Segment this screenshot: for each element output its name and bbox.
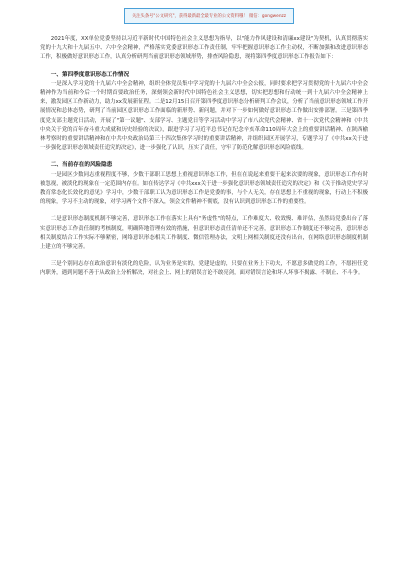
section-1-heading: 一、第四季度意识形态工作情况 (50, 71, 130, 78)
section-2-paragraph-3: 三是个别同志存在政治意识有淡化的危险，认为业务是实的，党建是虚的，只要在业务上下功夫，不愿意多做党的工作，不愿担任党内职务，遇到问题不善于从政治上分析解决，对社会上、网上的错误言论不敢亮剑，面对错误言论和坏人坏事不揭露、不制止、不斗争。 (40, 261, 368, 277)
section-2-paragraph-2: 二是意识形态制度机制不够完善，意识形态工作在落实上具有"务虚性"的特点，工作难度大、收效慢、难评估，虽然局党委出台了落实意识形态工作责任制的考核制度，明确阵地管理有效的措施，但意识形态责任清单还不完善，意识形态工作制度还不够完善，意识形态相关制度结合工作实际不够紧密，网络意识形态相关工作制度、微信管理办法，文明上网相关制度还没有出台，在网络意识形态制度机制上建立的不够完善。 (40, 216, 368, 251)
section-2-paragraph-1: 一是园区少数同志重视程度不够，少数干部职工思想上重视意识形态工作，但在在说起来重要干起来次要的现象，意识形态工作有时被忽视，被淡化的现象在一定范围内存在。如在传达学习《中共xxx关于进一步强化意识形态领域责任追究的决定》和《关于推动党史学习教育常态化长效化的意见》学习中，少数干部职工认为意识形态工作是党委的事，与个人无关，存在思想上不重视的现象，行动上不积极的现象，学习不主动的现象，对学习两个文件不深入，领会文件精神不彻底，没有认识到意识形态工作的重要性。 (40, 171, 368, 206)
section-2-heading: 二、当前存在的风险隐患 (50, 162, 113, 169)
document-body (40, 35, 368, 279)
promo-banner[interactable]: 关注头条号"公文研究"，获得最新最全最专业的公文资料哦！ 微信：gongwenzz (124, 8, 294, 24)
section-1-paragraph: 一是深入学习党的十九届六中全会精神，组织全体党员集中学习党的十九届六中全会公报，同时要求把学习贯彻党的十九届六中全会精神作为当前和今后一个时期首要政治任务，深刻领会新时代中国特色社会主义思想，切实把思想和行动统一到十九届六中全会精神上来，激发园区工作新动力，助力xx发展新征程。二是12月15日召开第四季度意识形态分析研判工作会议，分析了当前意识形态领域工作开展情况和总体态势，研判了当前园区意识形态工作面临的新形势、新问题，并对下一步如何做好意识形态工作做出安排部署。三是第四季度党支部主题党日活动，开展了"第一议题"、支部学习、主题党日等学习活动中学习了市八次党代会精神、省十一次党代会精神和《中共中央关于党的百年奋斗重大成就和历史经验的决议》，跟进学习了习近平总书记在纪念辛亥革命110周年大会上的重要讲话精神、在陕西榆林考察时的重要讲话精神和在中共中央政治局第三十四次集体学习时的重要讲话精神，并组织园区开展学习，专题学习了《中共xx关于进一步强化意识形态领域责任追究的决定》，进一步强化了认识，压实了责任，守牢了防范化解意识形态风险底线。 (40, 80, 368, 152)
intro-paragraph: 2021年度，XX单位党委坚持以习近平新时代中国特色社会主义思想为指导，以"能力作风建设和清廉xx建设"为契机，认真贯彻落实党的十九大和十九届五中、六中全会精神，严格落实党委意识形态工作责任制，牢牢把握意识形态工作主动权，不断加强和改进意识形态工作，积极做好意识形态工作，认真分析研判当前意识形态领域形势，排查风险隐患，现将第四季度意识形态工作报告如下： (40, 36, 368, 61)
